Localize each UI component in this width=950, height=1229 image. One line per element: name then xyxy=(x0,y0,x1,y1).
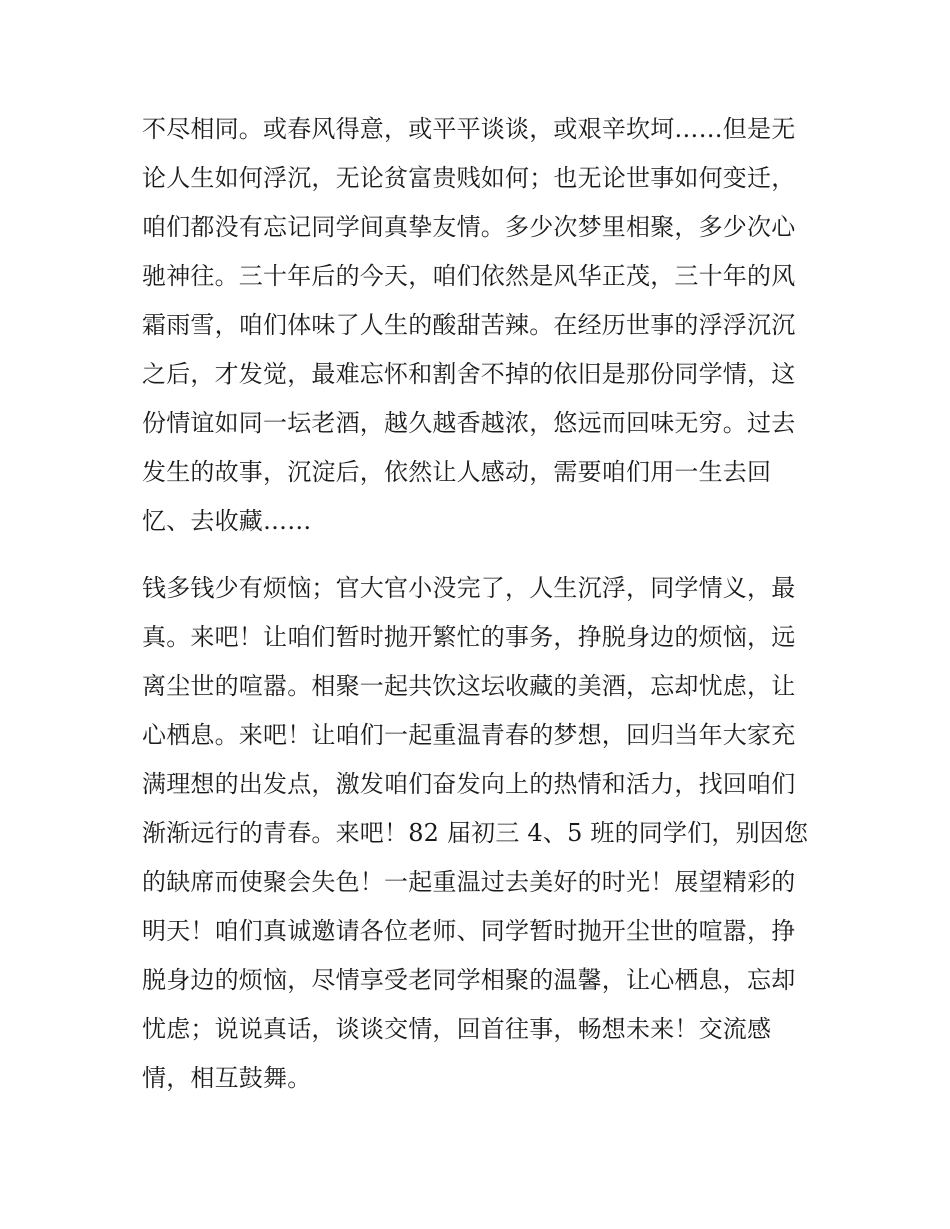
text-line: 忧虑；说说真话，谈谈交情，回首往事，畅想未来！交流感 xyxy=(142,1015,772,1043)
text-line: 钱多钱少有烦恼；官大官小没完了，人生沉浮，同学情义，最 xyxy=(142,574,796,602)
text-line: 发生的故事，沉淀后，依然让人感动，需要咱们用一生去回 xyxy=(142,458,772,486)
text-line: 离尘世的喧嚣。相聚一起共饮这坛收藏的美酒，忘却忧虑，让 xyxy=(142,672,796,700)
text-line: 论人生如何浮沉，无论贫富贵贱如何；也无论世事如何变迁， xyxy=(142,164,796,192)
text-line: 真。来吧！让咱们暂时抛开繁忙的事务，挣脱身边的烦恼，远 xyxy=(142,623,796,651)
text-line: 明天！咱们真诚邀请各位老师、同学暂时抛开尘世的喧嚣，挣 xyxy=(142,917,796,945)
text-line: 份情谊如同一坛老酒，越久越香越浓，悠远而回味无穷。过去 xyxy=(142,409,796,437)
text-line: 渐渐远行的青春。来吧！82 届初三 4、5 班的同学们，别因您 xyxy=(142,819,809,847)
text-line: 满理想的出发点，激发咱们奋发向上的热情和活力，找回咱们 xyxy=(142,770,796,798)
text-line: 之后，才发觉，最难忘怀和割舍不掉的依旧是那份同学情，这 xyxy=(142,360,796,388)
text-line: 心栖息。来吧！让咱们一起重温青春的梦想，回归当年大家充 xyxy=(142,721,796,749)
text-line: 的缺席而使聚会失色！一起重温过去美好的时光！展望精彩的 xyxy=(142,868,796,896)
text-line: 咱们都没有忘记同学间真挚友情。多少次梦里相聚，多少次心 xyxy=(142,213,796,241)
paragraph-2 xyxy=(142,564,814,1103)
text-line: 情，相互鼓舞。 xyxy=(142,1064,312,1092)
paragraph-1 xyxy=(142,105,814,546)
text-line: 霜雨雪，咱们体味了人生的酸甜苦辣。在经历世事的浮浮沉沉 xyxy=(142,311,796,339)
text-line: 驰神往。三十年后的今天，咱们依然是风华正茂，三十年的风 xyxy=(142,262,796,290)
text-line: 不尽相同。或春风得意，或平平谈谈，或艰辛坎坷……但是无 xyxy=(142,115,796,143)
text-line: 脱身边的烦恼，尽情享受老同学相聚的温馨，让心栖息，忘却 xyxy=(142,966,796,994)
text-line: 忆、去收藏…… xyxy=(142,507,312,535)
